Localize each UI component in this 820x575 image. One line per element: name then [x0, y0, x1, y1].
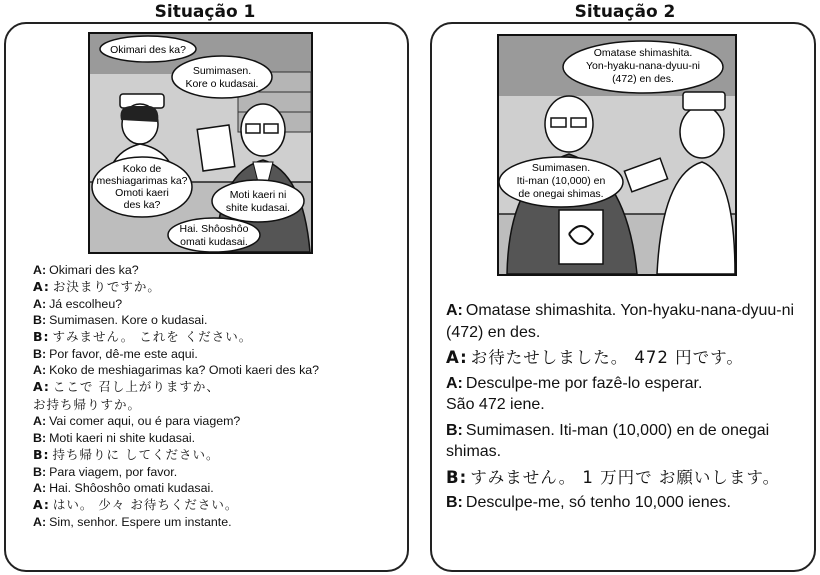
speaker-label: B:: [33, 464, 47, 479]
speech-bubble-4: [212, 180, 304, 222]
line-text: Desculpe-me, só tenho 10,000 ienes.: [465, 494, 731, 511]
line-text: Desculpe-me por fazê-lo esperar.: [465, 374, 703, 392]
speaker-label: B:: [446, 421, 463, 439]
situation-1-title: Situação 1: [154, 2, 256, 22]
line-text: すみません。 これを ください。: [52, 329, 253, 345]
bubble-1-line-3: (472) en des.: [612, 73, 674, 85]
line-text: Já escolheu?: [49, 296, 123, 311]
line-text: Sim, senhor. Espere um instante.: [49, 514, 232, 529]
bubble-1-line-2: Yon-hyaku-nana-dyuu-ni: [585, 60, 701, 72]
speaker-label: A:: [33, 480, 47, 495]
bubble-5-line-1: Hai. Shôoshôo: [179, 223, 249, 235]
speaker-label: A:: [33, 497, 50, 513]
line-text: はい。 少々 お待ちください。: [52, 497, 239, 513]
dialogue-line: [33, 378, 403, 413]
line-text: ここで 召し上がりますか、: [52, 379, 220, 395]
line-continuation: お持ち帰りすか。: [33, 396, 142, 412]
bubble-2-line-1: Sumimasen.: [192, 65, 252, 77]
bubble-2-line-3: de onegai shimas.: [518, 188, 604, 200]
line-text: Sumimasen. Kore o kudasai.: [49, 313, 208, 328]
speaker-label: A:: [33, 514, 47, 529]
speaker-label: B:: [33, 329, 50, 345]
dialogue-line: [446, 420, 808, 463]
speaker-label: A:: [33, 363, 47, 378]
comic-panel-2: [497, 34, 737, 276]
line-text: 持ち帰りに してください。: [52, 447, 220, 463]
bubble-2-line-2: Kore o kudasai.: [185, 78, 259, 90]
dialogue-line: [446, 467, 808, 489]
bubble-3-line-4: des ka?: [123, 199, 161, 211]
speaker-label: A:: [446, 348, 468, 367]
line-text: すみません。 1 万円で お願いします。: [470, 467, 781, 487]
line-text: Sumimasen. Iti-man (10,000) en de onegai shimas.: [446, 421, 770, 460]
line-text: Hai. Shôoshôo omati kudasai.: [49, 480, 214, 495]
bubble-3-line-2: meshiagarimas ka?: [96, 175, 188, 187]
line-text: お待たせしました。 472 円です。: [470, 348, 744, 367]
dialogue-line: [446, 373, 808, 416]
bubble-2-line-1: Sumimasen.: [531, 162, 591, 174]
speaker-label: A:: [446, 302, 463, 319]
line-text: Okimari des ka?: [49, 263, 139, 277]
line-continuation: São 472 iene.: [446, 396, 545, 413]
dialogue-line: [33, 296, 403, 312]
speaker-label: A:: [446, 374, 463, 392]
line-text: お決まりですか。: [52, 279, 161, 295]
dialogue-1: [33, 262, 403, 530]
dialogue-line: [33, 446, 403, 464]
speaker-label: A:: [33, 263, 47, 277]
speaker-label: A:: [33, 279, 50, 295]
line-text: Para viagem, por favor.: [49, 464, 178, 479]
dialogue-line: [33, 278, 403, 296]
speaker-label: A:: [33, 296, 47, 311]
bubble-2-line-2: Iti-man (10,000) en: [516, 175, 606, 187]
dialogue-line: [33, 430, 403, 446]
bubble-5-line-2: omati kudasai.: [180, 236, 248, 248]
dialogue-line: [33, 464, 403, 480]
comic-panel-1: [88, 32, 313, 254]
dialogue-line: [446, 347, 808, 369]
dialogue-line: [33, 413, 403, 429]
dialogue-line: [33, 496, 403, 514]
dialogue-line: [33, 328, 403, 346]
dialogue-line: [33, 480, 403, 496]
bubble-1-line-1: Okimari des ka?: [110, 44, 186, 56]
bubble-4-line-2: shite kudasai.: [225, 202, 291, 214]
line-text: Koko de meshiagarimas ka? Omoti kaeri des ka?: [49, 363, 320, 378]
speaker-label: B:: [33, 447, 50, 463]
line-text: Por favor, dê-me este aqui.: [49, 346, 198, 361]
speech-bubble-2: [172, 56, 272, 98]
line-text: Omatase shimashita. Yon-hyaku-nana-dyuu-ni (472) en des.: [446, 302, 795, 341]
bubble-3-line-1: Koko de: [122, 163, 162, 175]
bubble-4-line-1: Moti kaeri ni: [229, 189, 287, 201]
dialogue-2: [446, 300, 808, 518]
speaker-label: B:: [33, 430, 47, 445]
speaker-label: B:: [33, 346, 47, 361]
speaker-label: B:: [446, 467, 468, 487]
dialogue-line: [33, 346, 403, 362]
line-text: Moti kaeri ni shite kudasai.: [49, 430, 196, 445]
speaker-label: B:: [446, 494, 463, 511]
dialogue-line: [33, 362, 403, 378]
bubble-3-line-3: Omoti kaeri: [115, 187, 169, 199]
bubble-1-line-1: Omatase shimashita.: [593, 47, 693, 59]
speaker-label: B:: [33, 313, 47, 328]
situation-2-title: Situação 2: [574, 2, 676, 22]
speaker-label: A:: [33, 414, 47, 429]
dialogue-line: [446, 492, 808, 514]
dialogue-line: [33, 312, 403, 328]
dialogue-line: [33, 514, 403, 530]
dialogue-line: [446, 300, 808, 343]
speaker-label: A:: [33, 379, 50, 395]
dialogue-line: [33, 262, 403, 278]
line-text: Vai comer aqui, ou é para viagem?: [49, 414, 241, 429]
